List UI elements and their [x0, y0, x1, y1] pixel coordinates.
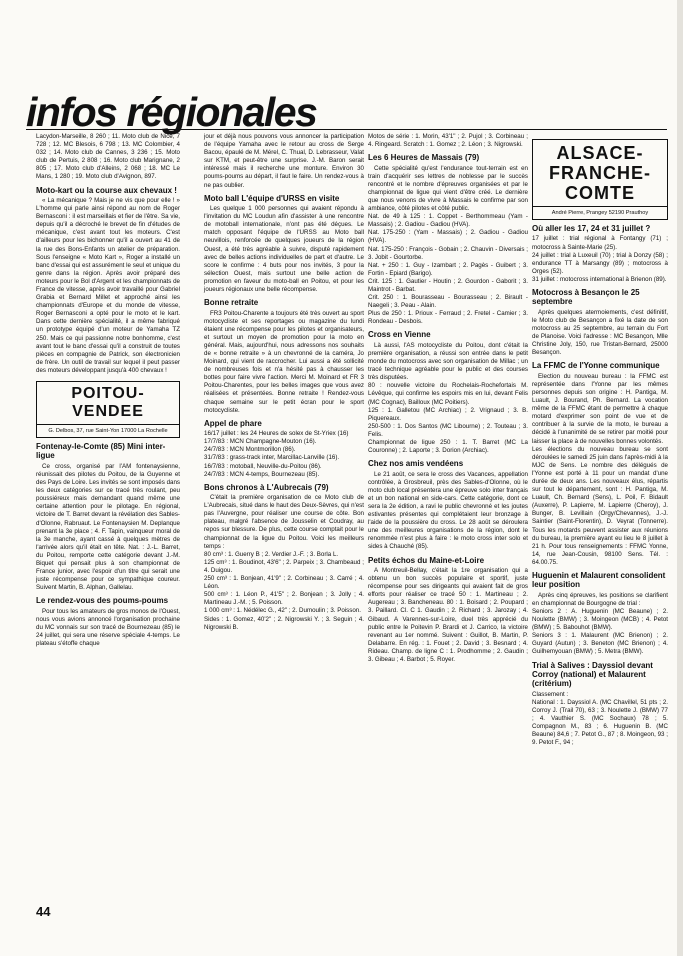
article-heading: Bons chronos à L'Aubrecais (79)	[204, 482, 329, 492]
column-3	[368, 133, 528, 665]
region-name: POITOU-VENDEE	[37, 382, 179, 425]
article-text: Election du nouveau bureau : la FFMC est représentée dans l'Yonne par les mêmes personnes depuis son origine : H. Pantiga, M. Luault, J. Bourand, Ph. Bernard. La vocation même de la FFMC étant de permettre à chaque motard d'exprimer son point de vue et de contribuer à la survie de la moto, le bureau a décidé à l'unanimité de se retirer par moitié pour laisser la place à de nouvelles bonnes volontés. Les élections du nouveau bureau se sont déroulées le samedi 25 juin dans l'après-midi à la MJC de Sens. Le nombre des délégués de l'Yonne est porté à 11 pour un mandat d'une durée de deux ans. Les nouveaux élus, répartis sur tout le département, sont : H. Pantiga, M. Luault, Ch. Bernard (Sens), L. Poil, F. Bidault (Auxerre), P. Lapierre, M. Lapierre (Cheroy), J. Bunger, B. Levillain (Orgy/Chevannes), J.-J. Saintier (Saint-Florentin), D. Veyrat (Tonnerre). Tous les motards peuvent assister aux réunions du bureau, la première ayant eu lieu le 8 juillet à 21 h. Pour tous renseignements : FFMC Yonne, 14, rue Jean-Cousin, 98100 Sens. Tél. : 64.00.75.	[532, 372, 668, 566]
article-text: 16/17 juillet : les 24 Heures de solex de St-Yriex (16) 17/7/83 : MCN Champagne-Mouton (16). 24/7/83 : MCN Montmorillon (86). 31/7/83 : grass-track inter, Marcillac-Lanville (16). 16/7/83 : motoball, Neuville-du-Poitou (86). 24/7/83 : MCN 4-temps, Bournezeau (85).	[204, 430, 349, 478]
article-heading: Appel de phare	[204, 418, 262, 428]
article-heading: Petits échos du Maine-et-Loire	[368, 555, 485, 565]
article-text: Lacydon-Marseille, 8 260 ; 11. Moto club de Nice, 7 728 ; 12. MC Blesois, 6 798 ; 13. MC Colombier, 4 032 ; 14. Moto club de Cannes, 3 236 ; 15. Moto club de Pertuis, 2 808 ; 16. Moto club Marignane, 2 805 ; 17. Moto club d'Alleins, 2 068 ; 18. MC Le Mans, 1 280 ; 19. Moto club d'Avignon, 897.	[36, 133, 180, 181]
article-heading: La FFMC de l'Yonne communique	[532, 361, 660, 371]
article-heading: Moto ball L'équipe d'URSS en visite	[204, 193, 340, 203]
column-1	[36, 133, 180, 649]
page-fold-shadow	[677, 0, 683, 956]
page-title: infos régionales	[26, 89, 317, 135]
article-text: « La mécanique ? Mais je ne vis que pour elle ! » L'homme qui parle ainsi répond au nom de Roger Bernasconi : il est marseillais et fier de l'être. Sa vie, depuis qu'il a décroché le brevet de fin d'études de mécanique, c'est avant tout les moteurs. C'est d'ailleurs pour les bichonner qu'il a ouvert au 41 de la rue des Bons-Enfants un atelier de préparation. Sous l'enseigne « Moto Kart », Roger a installé un banc d'essai qui est assurément le seul et unique du genre dans la région. Après avoir préparé des moteurs pour le Bol d'Argent et les championnats de France de vitesse, après avoir travaillé pour Gabriel Grabia et Bernard Millet et approché ainsi les championnats d'Europe et du monde de vitesse, Roger Bernasconi a opté pour le moto et le kart. Dans cette dernière spécialité, il a même fabriqué un prototype équipé d'un moteur de Yamaha TZ 250. Mais ce qui passionne notre bonhomme, c'est avant tout le banc d'essai qu'il a construit de toutes pièces en compagnie de Patrick, son électronicien de frère. Un outil de travail sur lequel il peut passer des moteurs développant jusqu'à 400 chevaux !	[36, 196, 180, 374]
region-name: ALSACE-FRANCHE-COMTE	[533, 140, 667, 207]
article-text: Après cinq épreuves, les positions se clarifient en championnat de Bourgogne de trial : Seniors 2 : A. Huguenin (MC Beaune) ; 2. Noulette (BMW) ; 3. Moingeon (MCB) ; 4. Petot (BMW) ; 5. Babouhot (BMW). Seniors 3 : 1. Malaurent (MC Brienon) ; 2. Guyard (Autun) ; 3. Beneton (MC Brienon) ; 4. Guilhemyouan (BMW) ; 5. Metra (BMW).	[532, 591, 668, 656]
column-4	[532, 133, 668, 748]
article-heading: Cross en Vienne	[368, 330, 431, 340]
article-text: Après quelques atermoiements, c'est définitif, le Moto club de Besançon a fixé la date de son motocross au 25 septembre, au terrain du Fort de Planoise. Voici l'adresse : MC Besançon, Mlle Christine Joly, 150, rue Tristan-Bernard, 25000 Besançon.	[532, 308, 668, 357]
article-text: jour et déjà nous pouvons vous annoncer la participation de l'équipe Yamaha avec le retour au cross de Serge Bacou, épaulé de M. Mérel, C. Thual, D. Lebrasseur, Valat sur KTM, et peut-être une surprise. J.-M. Baron serait intéressé mais il recherche une monture. Environ 30 poums-poums au départ, il faut le faire. Un rendez-vous à ne pas oublier.	[204, 133, 364, 189]
article-text: 17 juillet : trial régional à Fontangy (71) ; motocross à Sainte-Marie (25). 24 juillet : trial à Luxeuil (70) ; trial à Donzy (58) ; endurance TT à Marsangy (89) ; motocross à Orges (52). 31 juillet : motocross international à Brienon (89).	[532, 235, 668, 283]
article-text: Pour tous les amateurs de gros monos de l'Ouest, nous vous avions annoncé l'organisation prochaine du MC vonnais sur son tracé de Bournezeau (85) le 24 juillet, qui sera une réserve spéciale 4-temps. Le plateau s'étoffe chaque	[36, 607, 180, 648]
region-box-alsace	[532, 139, 668, 220]
region-box-poitou	[36, 381, 180, 438]
article-text: FR3 Poitou-Charente a toujours été très ouvert au sport motocycliste et ses reportages ou magazine du lundi étaient une récompense pour les pilotes et organisateurs, et surtout un moyen de promotion pour la moto en général. Mais, aujourd'hui, nous adressons nos souhaits de « bonne retraite » à un chevronné de la caméra, Jo Moinard, qui vient de raccrocher. Lui aussi a été sollicité de nombreuses fois et n'a hésité pas à chausser les bottes pour faire vivre l'action. Merci M. Moinard et FR 3 Poitou-Charentes, pour les belles images que vous avez réalisées et présentées. Bonne retraite ! Rendez-vous chaque semaine sur le petit écran pour le sport motocycliste.	[204, 309, 364, 414]
article-heading: Moto-kart ou la course aux chevaux !	[36, 185, 177, 195]
article-text: Motos de série : 1. Morin, 43'1" ; 2. Pujol ; 3. Corbineau ; 4. Ringeard. Scratch : 1. Gomez ; 2. Léon ; 3. Nigrowski.	[368, 133, 528, 149]
article-text: Les quelque 1 000 personnes qui avaient répondu à l'invitation du MC Loudun afin d'assister à une rencontre de motoball internationale, n'ont pas été déçues. Le match opposant l'équipe de l'URSS au Moto ball neuvillois, renforcée de quelques joueurs de la région Ouest, a été très agréable à suivre, disputé rapidement avec de belles actions individuelles de part et d'autre. Le score le confirme : 4 buts pour nos invités, 3 pour la sélection Ouest, mais surtout une belle action de promotion en faveur du moto-ball en Poitou, et pour les joueurs régionaux une belle récompense.	[204, 205, 364, 293]
region-address: André Pierre, Prangey 52190 Prauthoy	[551, 210, 649, 216]
article-heading: Où aller les 17, 24 et 31 juillet ?	[532, 224, 651, 233]
column-2	[204, 133, 364, 633]
article-text: Classement : National : 1. Dayssiol A. (MC Chavillel, 51 pts ; 2. Corroy J. (Trail 70), 63 ; 3. Noulette J. (BMW) 77 ; 4. Vauthier S. (MC Sochaux) 78 ; 5. Compagnon M., 83 ; 6. Huguenin B. (MC Beaune) 84,6 ; 7. Petot G., 87 ; 8. Moingeon, 93 ; 9. Petot F., 94 ;	[532, 690, 668, 747]
article-text: Le 21 août, ce sera le cross des Vacances, appellation contrôlée, à Grosbreuil, près des Sables-d'Olonne, où le moto club local présentera une épreuve solo inter français et un bon national en side-cars. Cette catégorie, dont ce sera la 2e édition, a ravi le public chevronné et les joutes estivantes présentes qui complétaient leur bronzage à l'aide de la poussière du cross. Le 28 août se déroulera une des meilleures organisations de la région, dont le renommée n'est plus à faire : le moto cross inter solo et sides à Chauché (85).	[368, 470, 528, 551]
article-heading: Huguenin et Malaurent consolident leur position	[532, 571, 666, 590]
article-heading: Motocross à Besançon le 25 septembre	[532, 287, 640, 307]
article-heading: Le rendez-vous des poums-poums	[36, 596, 169, 606]
article-heading: Trial à Salives : Dayssiol devant Corroy (national) et Malaurent (critérium)	[532, 660, 653, 689]
article-heading: Fontenay-le-Comte (85) Mini inter-ligue	[36, 442, 166, 461]
article-text: Ce cross, organisé par l'AM fontenaysienne, réunissait des pilotes du Poitou, de la Guyenne et des Pays de Loire. Les invités se sont imposés dans les deux catégories sur ce tracé très roulant, peu poussiéreux mais demandant quand même une certaine attention pour le pilotage. En régional, victoire de T. Barret devant la révélation des Sables-d'Olonne, Rabruaut. Le Fontenaysien M. Deplanque prenant la 3e place ; 4. F. Tapin, vainqueur moral de la 3e manche, ayant cassé à quelques mètres de l'arrivée alors qu'il était en tête. Nat. : J.-L. Barret, du Poitou, remporte cette catégorie devant J.-M. Biquet qui pensait plus à son championnat de France junior, avec l'espoir d'un titre qui serait une juste récompense pour ce sympathique coureur. Suivent Martin, B. Alphan, Gallelau.	[36, 462, 180, 592]
article-text: Cette spécialité qu'est l'endurance tout-terrain est en train d'acquérir ses lettres de noblesse par le succès rencontré et le nombre d'épreuves organisées et par le championnat de ligue qui vient d'être créé. Le dernière que nous venons de vivre à Massais le confirme par son ambiance, côté pilotes et côté public. Nat. de 49 à 125 : 1. Coppet - Berthommeau (Yam - Massais) ; 2. Gadiou - Gadiou (HVA). Nat. 175-250 : (Yam - Massais) ; 2. Gadiou - Gadiou (HVA). Nat. 175-250 : François - Gobain ; 2. Chauvin - Diversais ; 3. Jobit - Gourtorbe. Nat. + 250 : 1. Guy - Izambart ; 2. Pagès - Guibert ; 3. Fortin - Epiard (Barigo). Crit. 125 : 1. Gautier - Houtin ; 2. Gourdon - Gaborit ; 3. Maintrot - Barbat. Crit. 250 : 1. Bourasseau - Bourasseau ; 2. Birault - Naegeli ; 3. Peau - Alain. Plus de 250 : 1. Prioux - Ferraud ; 2. Fretel - Camier ; 3. Rondeau - Desbois.	[368, 164, 528, 326]
article-heading: Chez nos amis vendéens	[368, 459, 464, 469]
region-address: G. Delbos, 37, rue Saint-Yon 17000 La Rochelle	[48, 428, 168, 435]
title-rule	[26, 129, 667, 130]
article-heading: Les 6 Heures de Massais (79)	[368, 153, 480, 163]
page-number: 44	[36, 904, 51, 919]
article-text: A Montreuil-Bellay, c'était la 1re organisation qui a obtenu un bon succès populaire et sportif, juste récompense pour ses dirigeants qui avaient fait de gros efforts pour réaliser ce tracé 50 : 1. Martineau ; 2. Augereau ; 3. Bancheneau. 80 : 1. Boisard ; 2. Poupard ; 3. Paillard. Cl. C 1. Gaudin ; 2. Richard ; 3. Jarozay ; 4. Gibaud. A Varennes-sur-Loire, duel très apprécié du public entre le Poitevin P. Brardi et J. Carrico, la victoire revenant au 1er nommé. Suivent : Guillot, B. Martin, P. Delabarre. En rég. : 1. Fouet ; 2. David ; 3. Besnard ; 4. Rideau. Champ. de ligne C : 1. Prodhomme ; 2. Gaudin ; 3. Gibeau ; 4. Barbot ; 5. Royer.	[368, 566, 528, 663]
article-heading: Bonne retraite	[204, 298, 259, 308]
article-text: C'était la première organisation de ce Moto club de L'Aubrecais, situé dans le haut des Deux-Sèvres, qui n'est pas l'Auvergne, pour réaliser une course de côte. Bon plateau, malgré l'absence de Jousselin et Coudray, au repos sur blessure. De plus, cette course comptait pour le championnat de la ligue du Poitou. Voici les meilleurs temps : 80 cm³ : 1. Guerry B ; 2. Verdier J.-F. ; 3. Borla L. 125 cm³ : 1. Boudinot, 43'6" ; 2. Parpeix ; 3. Chambeaud ; 4. Duigou. 250 cm³ : 1. Bonjean, 41'9" ; 2. Corbineau ; 3. Carré ; 4. Léon. 500 cm³ : 1. Léon P., 41'5" ; 2. Bonjean ; 3. Jolly ; 4. Martineau J.-M. ; 5. Poisson. 1 000 cm³ : 1. Nédélec G., 42" ; 2. Dumoulin ; 3. Poisson. Sides : 1. Gomez, 40'2" ; 2. Nigrowski Y. ; 3. Seguin ; 4. Nigrowski B.	[204, 494, 364, 631]
article-text: Là aussi, l'AS motocycliste du Poitou, dont c'était la première organisation, a réussi son entrée dans le petit monde du motocross avec son organisation de Millac ; un tracé technique agréable pour le public et des courses très disputées. 80 : nouvelle victoire du Rochelais-Rochefortais M. Lévêque, qui confirme les espoirs mis en lui, devant Felis (MC Cognac), Bailloux (MC Poitiers). 125 : 1. Galletou (MC Archiac) ; 2. Vrignaud ; 3. B. Piquereaux. 250-500 : 1. Dos Santos (MC Libourne) ; 2. Touteau ; 3. Felis. Championnat de ligue 250 : 1. T. Barret (MC La Couronne) ; 2. Laporte ; 3. Dorion (Archiac).	[368, 341, 528, 455]
